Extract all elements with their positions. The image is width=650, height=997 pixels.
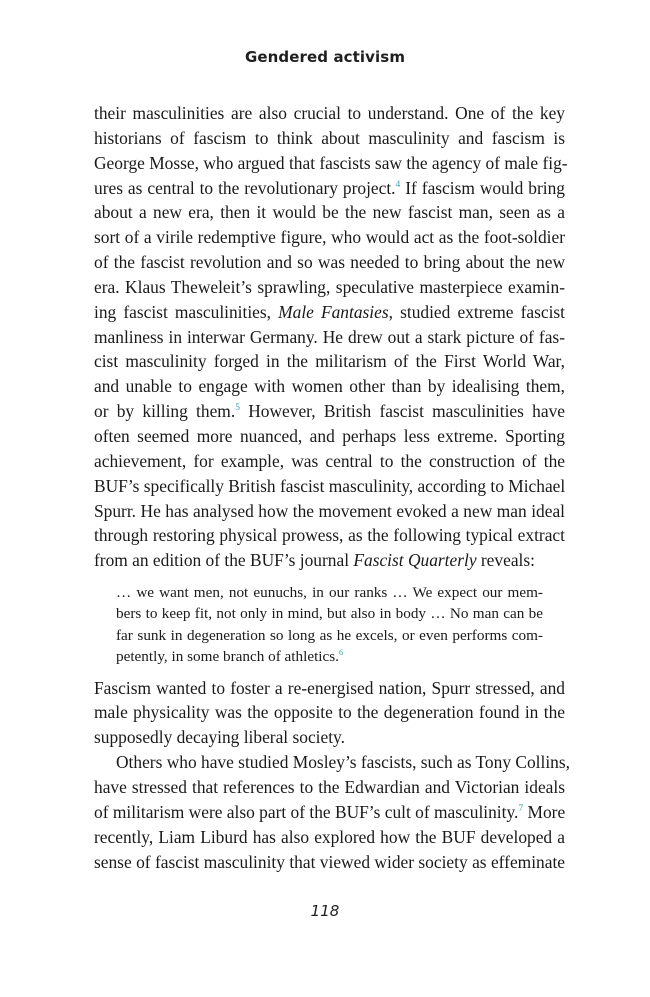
text-line xyxy=(94,176,565,201)
text-line: supposedly decaying liberal society. xyxy=(94,727,345,748)
text-line: of the fascist revolution and so was needed to bring about the new xyxy=(94,252,565,273)
paragraph-3 xyxy=(94,750,570,874)
text-line: sense of fascist masculinity that viewed wider society as effeminate xyxy=(94,851,565,872)
text-line: Fascism wanted to foster a re-energised nation, Spurr stressed, and xyxy=(94,677,565,698)
text-segment: ures as central to the revolutionary project. xyxy=(94,177,396,198)
text-line xyxy=(94,800,565,825)
quote-line: … we want men, not eunuchs, in our ranks … We expect our mem- xyxy=(116,584,543,602)
text-line: historians of fascism to think about masculinity and fascism is xyxy=(94,127,565,148)
paragraph-1 xyxy=(94,101,568,573)
footnote-ref-6[interactable]: 6 xyxy=(338,648,344,658)
text-segment: , studied extreme fascist xyxy=(388,301,565,322)
text-segment: If fascism would bring xyxy=(400,177,565,198)
page-number: 118 xyxy=(310,902,340,920)
text-line: recently, Liam Liburd has also explored how the BUF developed a xyxy=(94,826,565,847)
text-line: through restoring physical prowess, as the following typical extract xyxy=(94,525,565,546)
running-head: Gendered activism xyxy=(244,48,406,66)
text-line: era. Klaus Theweleit’s sprawling, speculative masterpiece examin- xyxy=(94,276,565,297)
text-segment: petently, in some branch of athletics. xyxy=(116,648,339,666)
text-line: often seemed more nuanced, and perhaps less extreme. Sporting xyxy=(94,425,565,446)
text-line xyxy=(94,548,565,573)
journal-title: Fascist Quarterly xyxy=(353,550,477,571)
text-line: and unable to engage with women other than by idealising them, xyxy=(94,376,565,397)
block-quote xyxy=(94,582,543,668)
paragraph-2 xyxy=(94,676,565,751)
text-segment: reveals: xyxy=(476,550,535,571)
text-line: manliness in interwar Germany. He drew out a stark picture of fas- xyxy=(94,326,565,347)
text-line xyxy=(94,300,565,325)
quote-line: far sunk in degeneration so long as he excels, or even performs com- xyxy=(116,626,543,644)
body-text xyxy=(94,101,570,874)
quote-line xyxy=(116,646,543,667)
text-line: their masculinities are also crucial to understand. One of the key xyxy=(94,103,565,123)
text-segment: However, British fascist masculinities have xyxy=(239,401,565,422)
text-line: achievement, for example, was central to the construction of the xyxy=(94,450,565,471)
text-line: cist masculinity forged in the militarism of the First World War, xyxy=(94,351,565,372)
quote-line: bers to keep fit, not only in mind, but also in body … No man can be xyxy=(116,605,543,623)
text-line: George Mosse, who argued that fascists saw the agency of male fig- xyxy=(94,152,568,173)
text-line xyxy=(94,399,565,424)
book-title: Male Fantasies xyxy=(278,301,389,322)
footnote-ref-5[interactable]: 5 xyxy=(235,402,240,414)
text-line: Spurr. He has analysed how the movement evoked a new man ideal xyxy=(94,500,565,521)
text-line: have stressed that references to the Edwardian and Victorian ideals xyxy=(94,776,565,797)
text-segment: or by killing them. xyxy=(94,401,236,422)
text-segment: of militarism were also part of the BUF’s cult of masculinity. xyxy=(94,801,519,822)
text-line: BUF’s specifically British fascist masculinity, according to Michael xyxy=(94,475,566,496)
text-line: Others who have studied Mosley’s fascists, such as Tony Collins, xyxy=(116,752,570,773)
text-line: about a new era, then it would be the new fascist man, seen as a xyxy=(94,202,565,223)
text-segment: ing fascist masculinities, xyxy=(94,301,279,322)
text-segment: More xyxy=(523,801,566,822)
text-segment: from an edition of the BUF’s journal xyxy=(94,550,354,571)
text-line: sort of a virile redemptive figure, who would act as the foot-soldier xyxy=(94,227,565,248)
footnote-ref-7[interactable]: 7 xyxy=(518,803,524,815)
text-line: male physicality was the opposite to the degeneration found in the xyxy=(94,702,565,723)
footnote-ref-4[interactable]: 4 xyxy=(395,178,401,190)
